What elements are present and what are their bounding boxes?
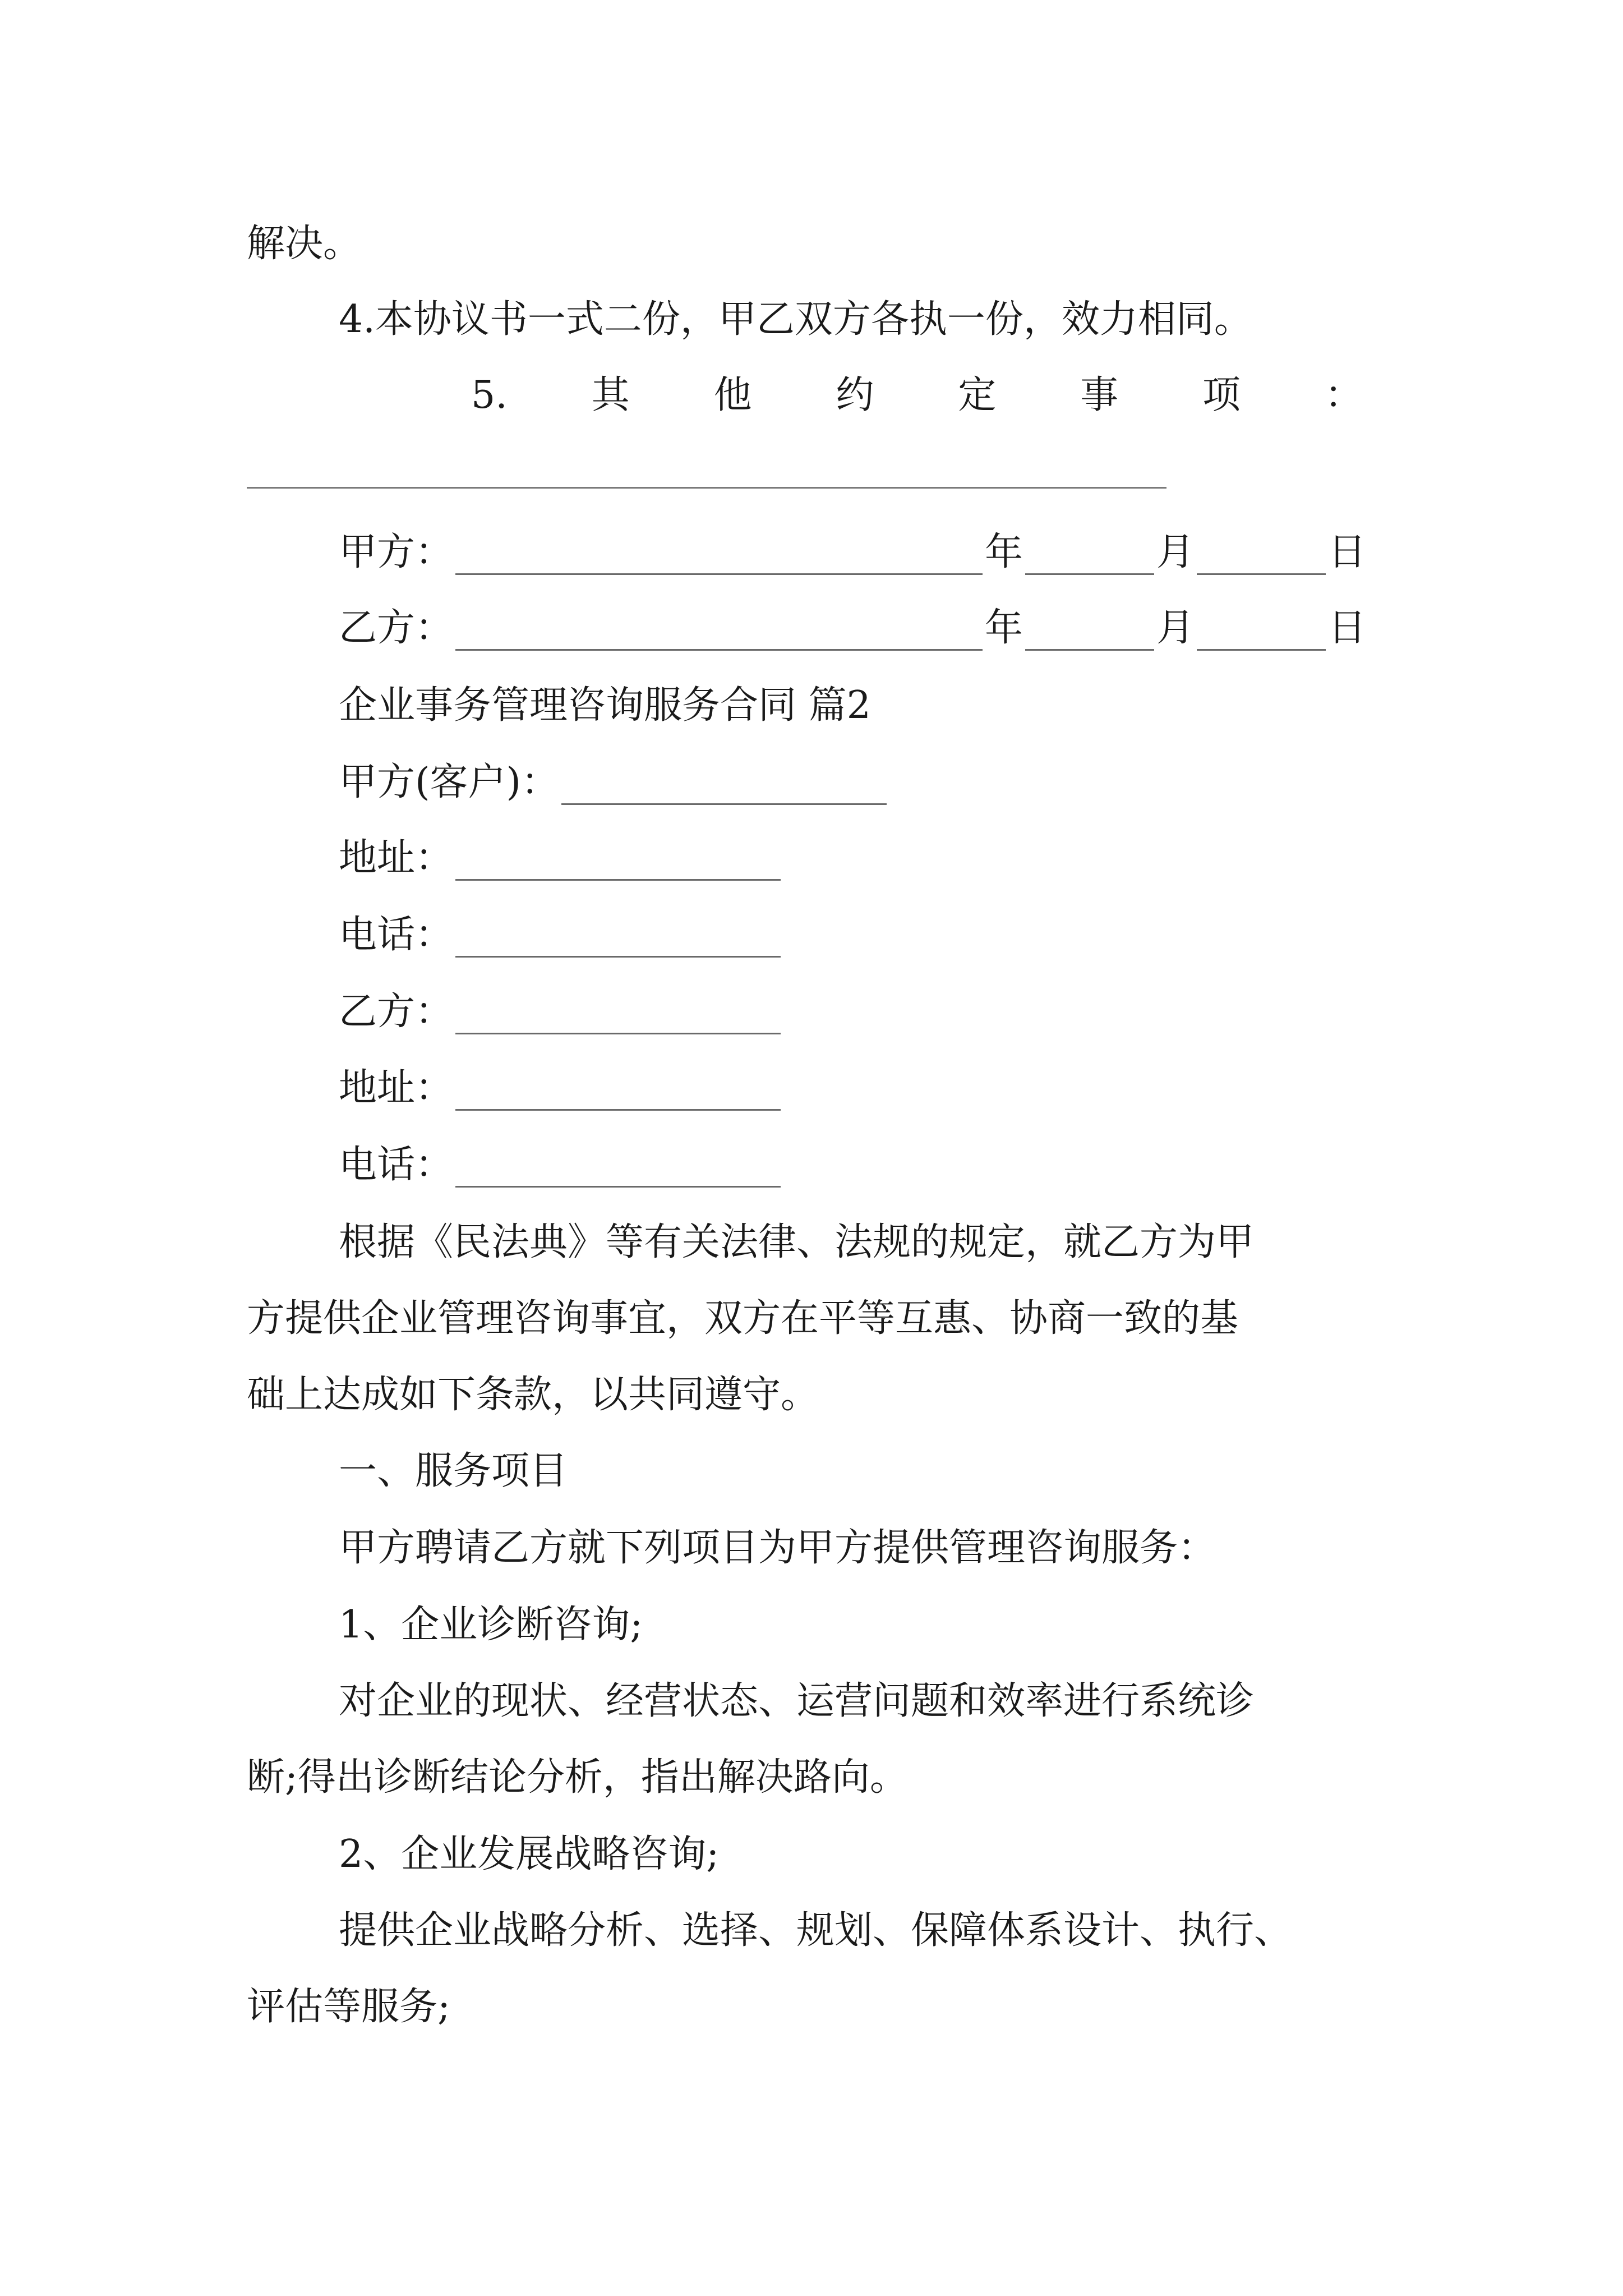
day-label: 日 (1328, 530, 1367, 574)
signature-row-party-b (339, 606, 1483, 651)
clause-5-char: 约 (836, 373, 874, 417)
paragraph-line: 提供企业战略分析、选择、规划、保障体系设计、执行、 (339, 1908, 1293, 1953)
day-blank[interactable] (1197, 536, 1326, 575)
clause-5-char: 事 (1080, 373, 1119, 417)
party-b-row (339, 990, 1483, 1034)
phone-row-b (339, 1143, 1483, 1188)
text-line-continuation: 解决。 (247, 222, 362, 266)
address-row-a (339, 836, 1483, 881)
phone-blank[interactable] (455, 919, 781, 958)
clause-4: 4.本协议书一式二份，甲乙双方各执一份，效力相同。 (339, 297, 1252, 342)
address-row-b (339, 1066, 1483, 1111)
month-blank[interactable] (1025, 612, 1154, 651)
address-label: 地址： (339, 836, 454, 880)
address-blank[interactable] (455, 1072, 781, 1111)
paragraph-line: 断;得出诊断结论分析，指出解决路向。 (247, 1755, 908, 1800)
party-b-label: 乙方： (339, 990, 454, 1034)
phone-row-a (339, 913, 1483, 958)
paragraph-line: 评估等服务; (247, 1985, 450, 2029)
clause-5-colon: ： (1324, 373, 1363, 417)
paragraph-line: 根据《民法典》等有关法律、法规的规定，就乙方为甲 (339, 1220, 1255, 1264)
phone-label: 电话： (339, 1143, 454, 1187)
day-label: 日 (1328, 606, 1367, 650)
item-2: 2、企业发展战略咨询; (339, 1832, 720, 1876)
signature-label-party-a: 甲方： (339, 530, 454, 574)
section-title: 企业事务管理咨询服务合同 篇2 (339, 683, 871, 728)
signature-blank-party-a[interactable] (455, 536, 983, 575)
address-blank[interactable] (455, 842, 781, 881)
other-terms-blank-line[interactable] (247, 487, 1166, 489)
phone-blank[interactable] (455, 1149, 781, 1188)
paragraph-line: 甲方聘请乙方就下列项目为甲方提供管理咨询服务： (339, 1526, 1216, 1570)
month-label: 月 (1156, 530, 1195, 574)
clause-5-char: 项 (1202, 373, 1241, 417)
signature-label-party-b: 乙方： (339, 606, 454, 650)
day-blank[interactable] (1197, 612, 1326, 651)
phone-label: 电话： (339, 913, 454, 957)
clause-5-char: 他 (713, 373, 752, 417)
clause-5-number: 5. (471, 373, 508, 417)
paragraph-line: 对企业的现状、经营状态、运营问题和效率进行系统诊 (339, 1679, 1255, 1723)
year-label: 年 (985, 530, 1023, 574)
signature-blank-party-b[interactable] (455, 612, 983, 651)
client-label: 甲方(客户)： (339, 760, 560, 804)
signature-row-party-a (339, 530, 1483, 575)
clause-5-char: 定 (958, 373, 997, 417)
heading-service-items: 一、服务项目 (339, 1449, 568, 1493)
client-blank[interactable] (561, 766, 887, 805)
year-label: 年 (985, 606, 1023, 650)
paragraph-line: 础上达成如下条款，以共同遵守。 (247, 1373, 819, 1417)
clause-5 (471, 373, 1363, 418)
party-b-blank[interactable] (455, 996, 781, 1034)
month-blank[interactable] (1025, 536, 1154, 575)
client-row (339, 760, 1483, 805)
address-label: 地址： (339, 1066, 454, 1110)
paragraph-line: 方提供企业管理咨询事宜，双方在平等互惠、协商一致的基 (247, 1296, 1239, 1341)
month-label: 月 (1156, 606, 1195, 650)
item-1: 1、企业诊断咨询; (339, 1603, 643, 1647)
clause-5-char: 其 (591, 373, 630, 417)
